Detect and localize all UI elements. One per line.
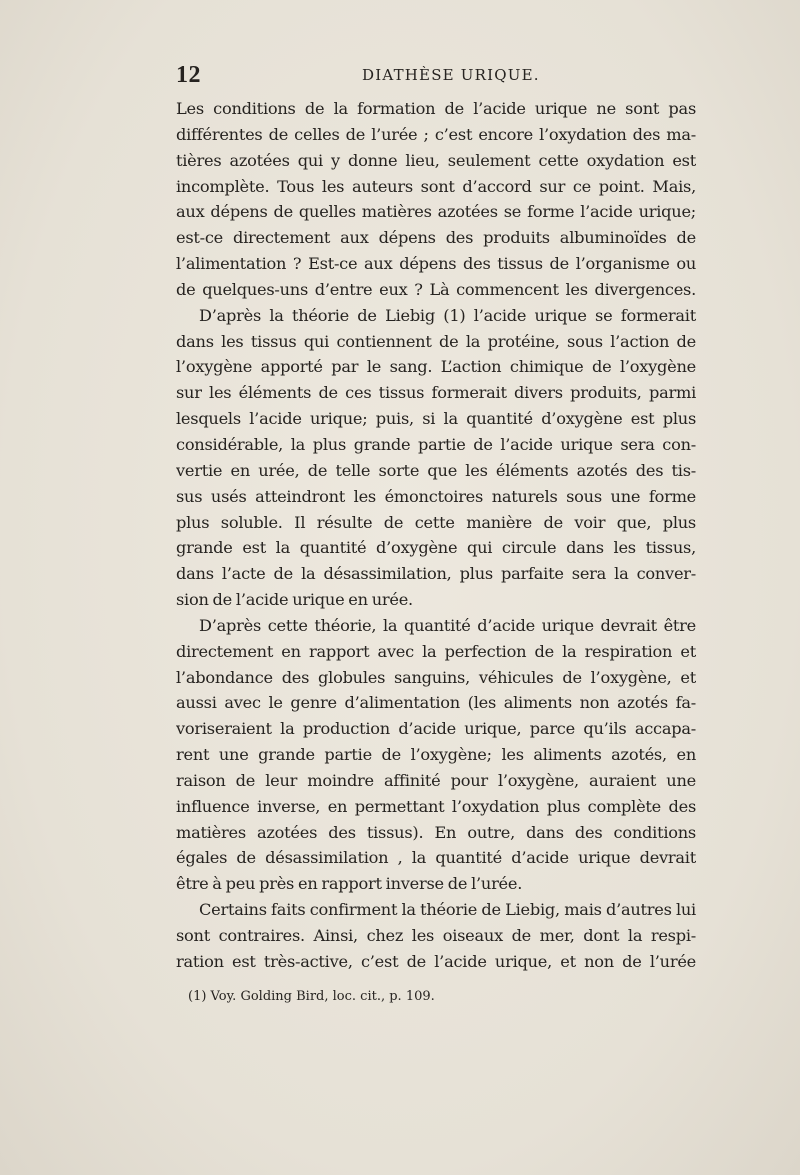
paragraph-end-line: être à peu près en rapport inverse de l’urée. [176,874,523,894]
paragraph-end-line: sion de l’acide urique en urée. [176,590,413,610]
text-line: Les conditions de la formation de l’acide urique ne sont pas [176,99,696,118]
text-line: grande est la quantité d’oxygène qui circule dans les tissus, [176,538,696,558]
text-line: lesquels l’acide urique; puis, si la quantité d’oxygène est plus [176,409,696,429]
paragraph-start-line: Certains faits confirment la théorie de Liebig, mais d’autres lui [199,900,696,920]
page-number: 12 [176,62,201,88]
body-text [176,96,696,975]
text-line: l’oxygène apporté par le sang. L’action chimique de l’oxygène [176,357,696,377]
text-line: aussi avec le genre d’alimentation (les aliments non azotés fa- [176,693,696,713]
text-line: dans l’acte de la désassimilation, plus parfaite sera la conver- [176,564,696,584]
text-line: sur les éléments de ces tissus formerait divers produits, parmi [176,383,696,403]
text-line: dans les tissus qui contiennent de la protéine, sous l’action de [176,331,696,351]
text-line: de quelques-uns d’entre eux ? Là commencent les divergences. [176,279,696,299]
page-header [176,60,696,90]
footnote: (1) Voy. Golding Bird, loc. cit., p. 109. [188,989,435,1004]
text-line: égales de désassimilation , la quantité d’acide urique devrait [176,848,696,868]
text-line: rent une grande partie de l’oxygène; les aliments azotés, en [176,745,696,765]
text-line: l’abondance des globules sanguins, véhicules de l’oxygène, et [176,667,696,687]
text-line: ration est très-active, c’est de l’acide urique, et non de l’urée [176,951,696,971]
paragraph-start-line: D’après la théorie de Liebig (1) l’acide urique se formerait [199,305,696,325]
running-title: DIATHÈSE URIQUE. [362,66,540,84]
text-line: sont contraires. Ainsi, chez les oiseaux de mer, dont la respi- [176,926,696,945]
text-line: l’alimentation ? Est-ce aux dépens des tissus de l’organisme ou [176,254,696,274]
text-line: directement en rapport avec la perfection de la respiration et [176,641,696,661]
text-line: aux dépens de quelles matières azotées se forme l’acide urique; [176,202,696,222]
text-line: sus usés atteindront les émonctoires naturels sous une forme [176,486,696,506]
text-line: est-ce directement aux dépens des produits albuminoïdes de [176,228,696,248]
text-line: influence inverse, en permettant l’oxydation plus complète des [176,796,696,816]
text-line: vertie en urée, de telle sorte que les éléments azotés des tis- [176,460,696,480]
text-line: plus soluble. Il résulte de cette manière de voir que, plus [176,512,696,532]
text-line: voriseraient la production d’acide urique, parce qu’ils accapa- [176,719,696,739]
text-line: matières azotées des tissus). En outre, dans des conditions [176,822,696,842]
text-line: considérable, la plus grande partie de l’acide urique sera con- [176,434,696,454]
text-line: tières azotées qui y donne lieu, seulement cette oxydation est [176,150,696,170]
text-line: raison de leur moindre affinité pour l’oxygène, auraient une [176,770,696,790]
paragraph-start-line: D’après cette théorie, la quantité d’acide urique devrait être [199,615,696,635]
text-line: différentes de celles de l’urée ; c’est encore l’oxydation des ma- [176,124,696,144]
text-line: incomplète. Tous les auteurs sont d’accord sur ce point. Mais, [176,176,696,196]
